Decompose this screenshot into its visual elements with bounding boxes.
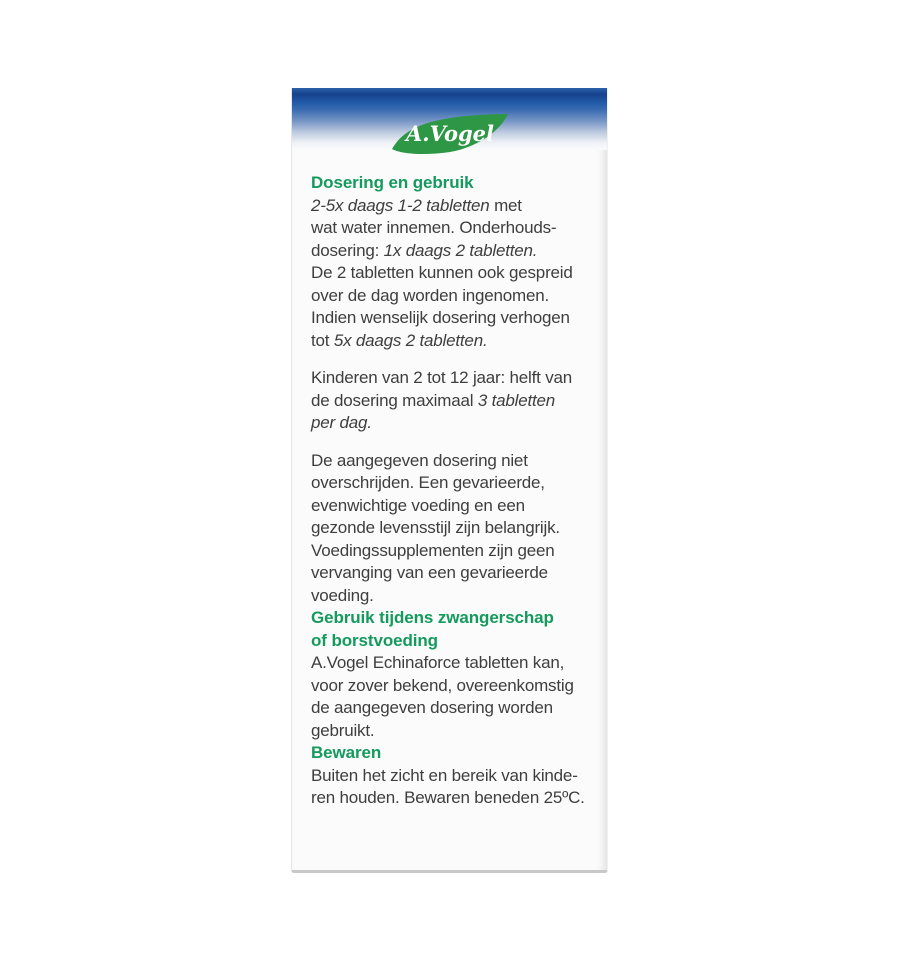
avogel-logo-svg	[389, 111, 511, 157]
paragraph	[311, 367, 595, 435]
text-line	[311, 367, 595, 390]
text-line	[311, 285, 595, 308]
text-run: gezonde levensstijl zijn belangrijk.	[311, 518, 560, 537]
text-line	[311, 330, 595, 353]
text-line	[311, 217, 595, 240]
text-run: Voedingssupplementen zijn geen	[311, 540, 555, 560]
text-line	[311, 697, 595, 720]
section-heading: Dosering en gebruik	[311, 173, 474, 192]
text-run: 3 tabletten	[477, 390, 556, 410]
text-run: vervanging van een gevarieerde	[311, 563, 548, 582]
text-line	[311, 390, 595, 413]
text-run: evenwichtige voeding en een	[311, 495, 525, 515]
text-run: overschrijden. Een gevarieerde,	[311, 473, 545, 492]
text-line	[311, 495, 595, 518]
package-panel	[291, 88, 608, 873]
text-line	[311, 540, 595, 563]
text-line	[311, 307, 595, 330]
text-line	[311, 562, 595, 585]
text-run: wat water innemen. Onderhouds-	[311, 218, 557, 237]
text-line	[311, 585, 595, 608]
text-line	[311, 450, 595, 473]
section	[311, 172, 595, 607]
text-run: De aangegeven dosering niet	[311, 450, 528, 470]
text-run: over de dag worden ingenomen.	[311, 285, 550, 305]
text-run: de dosering maximaal	[311, 390, 478, 410]
paragraph	[311, 765, 595, 810]
text-line	[311, 472, 595, 495]
text-run: 1x daags 2 tabletten.	[383, 240, 538, 260]
text-run: A.Vogel Echinaforce tabletten kan,	[311, 653, 565, 672]
text-run: per dag.	[311, 413, 372, 432]
text-run: met	[489, 195, 522, 215]
section	[311, 607, 595, 742]
text-run: ren houden. Bewaren beneden 25ºC.	[311, 788, 585, 807]
section-heading: Gebruik tijdens zwangerschap	[311, 608, 554, 627]
paragraph	[311, 195, 595, 353]
paragraph	[311, 450, 595, 608]
text-line	[311, 517, 595, 540]
logo-text: A.Vogel	[405, 121, 494, 146]
text-line	[311, 195, 595, 218]
panel-text-content	[292, 172, 607, 810]
text-line	[311, 652, 595, 675]
section	[311, 742, 595, 810]
avogel-logo	[389, 111, 511, 157]
paragraph	[311, 652, 595, 742]
text-line	[311, 675, 595, 698]
text-run: dosering:	[311, 240, 384, 260]
text-run: 5x daags 2 tabletten.	[333, 330, 488, 350]
text-run: Buiten het zicht en bereik van kinde-	[311, 765, 578, 785]
text-run: Kinderen van 2 tot 12 jaar: helft van	[311, 368, 572, 387]
text-line	[311, 787, 595, 810]
text-run: 2-5x daags 1-2 tabletten	[311, 195, 490, 215]
text-run: voeding.	[311, 585, 374, 605]
section-heading: of borstvoeding	[311, 630, 438, 650]
text-line	[311, 720, 595, 743]
text-line	[311, 412, 595, 435]
text-line	[311, 262, 595, 285]
section-heading: Bewaren	[311, 743, 382, 762]
text-run: tot	[311, 330, 334, 350]
text-line	[311, 240, 595, 263]
text-run: voor zover bekend, overeenkomstig	[311, 675, 574, 695]
text-run: Indien wenselijk dosering verhogen	[311, 308, 570, 327]
text-run: De 2 tabletten kunnen ook gespreid	[311, 263, 573, 282]
text-run: gebruikt.	[311, 720, 375, 740]
text-line	[311, 765, 595, 788]
text-run: de aangegeven dosering worden	[311, 698, 553, 717]
